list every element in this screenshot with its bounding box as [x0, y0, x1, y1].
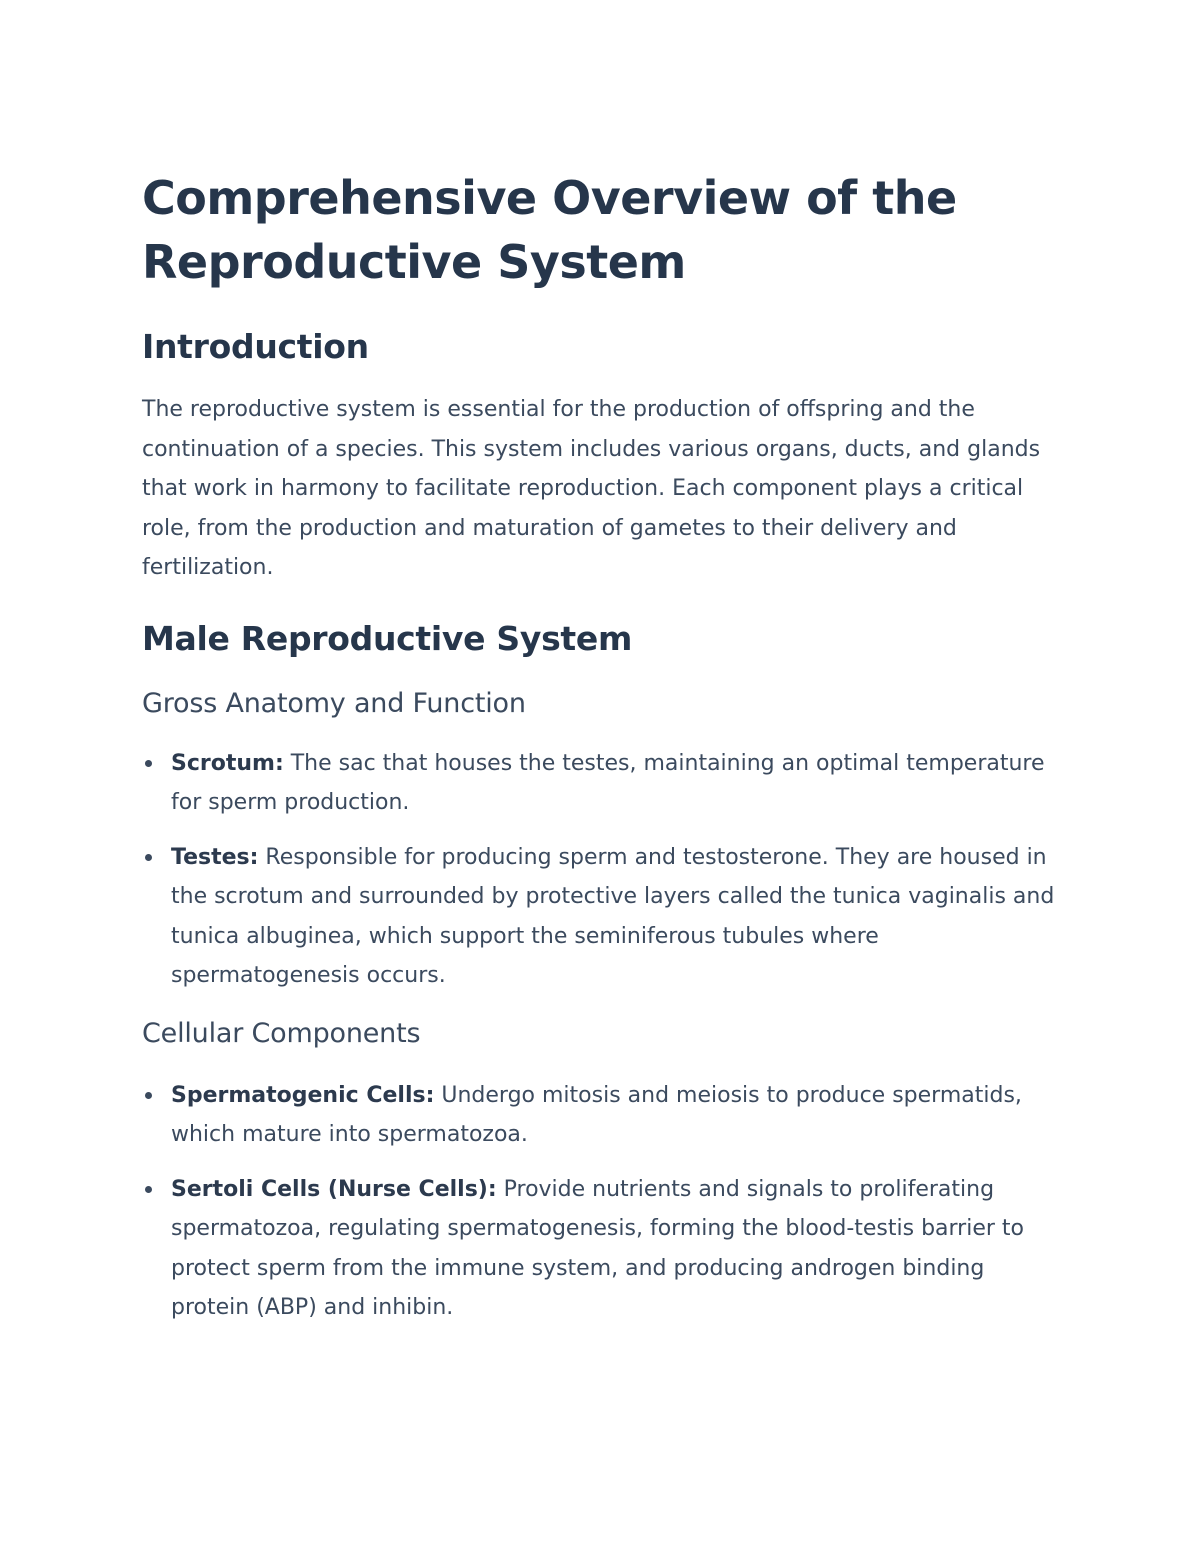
gross-anatomy-heading: Gross Anatomy and Function	[142, 687, 526, 719]
introduction-heading: Introduction	[142, 327, 369, 366]
bullet-icon	[145, 1092, 152, 1099]
list-item-text: Provide nutrients and signals to proliferating spermatozoa, regulating spermatogenesis, forming the blood-testis barrier to protect sperm from the immune system, and producing androgen binding protein (ABP) and inhibin.	[171, 1176, 1024, 1320]
bullet-icon	[145, 1186, 152, 1193]
document-title: Comprehensive Overview of the Reproductive System	[142, 171, 957, 289]
list-item-sertoli-cells	[142, 1170, 1062, 1328]
list-item-term: Testes:	[171, 844, 259, 870]
bullet-icon	[145, 760, 152, 767]
list-item-text: Responsible for producing sperm and testosterone. They are housed in the scrotum and surrounded by protective layers called the tunica vaginalis and tunica albuginea, which support the seminiferous tubules where spermatogenesis occurs.	[171, 844, 1055, 988]
introduction-paragraph: The reproductive system is essential for the production of offspring and the continuation of a species. This system includes various organs, ducts, and glands that work in harmony to facilitate reproduction. Each component plays a critical role, from the production and maturation of gametes to their delivery and fertilization.	[142, 397, 1041, 580]
gross-anatomy-list	[142, 744, 1062, 996]
list-item-testes	[142, 838, 1062, 996]
list-item-text: Undergo mitosis and meiosis to produce spermatids, which mature into spermatozoa.	[171, 1082, 1022, 1147]
list-item-term: Scrotum:	[171, 750, 284, 776]
cellular-components-list	[142, 1076, 1062, 1328]
bullet-icon	[145, 854, 152, 861]
male-reproductive-system-heading: Male Reproductive System	[142, 618, 633, 658]
list-item-scrotum	[142, 744, 1062, 823]
list-item-text: The sac that houses the testes, maintaining an optimal temperature for sperm production.	[171, 750, 1045, 815]
list-item-term: Spermatogenic Cells:	[171, 1082, 435, 1108]
list-item-spermatogenic-cells	[142, 1076, 1062, 1155]
list-item-term: Sertoli Cells (Nurse Cells):	[171, 1176, 497, 1202]
cellular-components-heading: Cellular Components	[142, 1017, 421, 1049]
document-page	[142, 166, 1062, 1328]
